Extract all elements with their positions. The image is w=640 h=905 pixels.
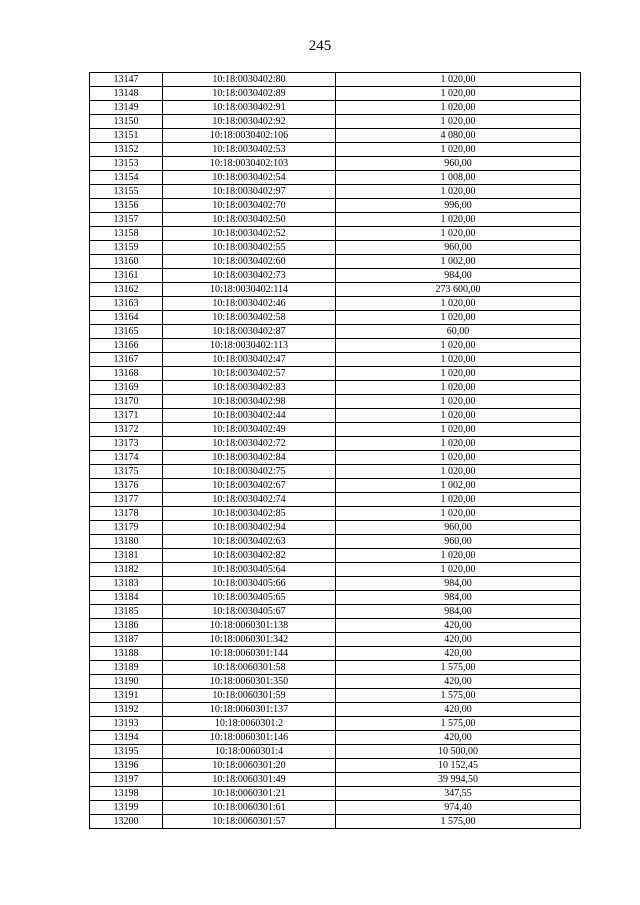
cadastral-number-cell: 10:18:0060301:137 <box>163 703 336 717</box>
cadastral-number-cell: 10:18:0060301:58 <box>163 661 336 675</box>
row-number-cell: 13163 <box>90 297 163 311</box>
table-row <box>90 381 581 395</box>
cadastral-number-cell: 10:18:0030402:103 <box>163 157 336 171</box>
cadastral-number-cell: 10:18:0060301:21 <box>163 787 336 801</box>
table-row <box>90 591 581 605</box>
table-row <box>90 605 581 619</box>
row-number-cell: 13159 <box>90 241 163 255</box>
table-row <box>90 353 581 367</box>
amount-cell: 1 020,00 <box>336 339 581 353</box>
amount-cell: 984,00 <box>336 591 581 605</box>
table-row <box>90 297 581 311</box>
amount-cell: 39 994,50 <box>336 773 581 787</box>
cadastral-number-cell: 10:18:0030402:106 <box>163 129 336 143</box>
table-row <box>90 619 581 633</box>
table-row <box>90 563 581 577</box>
table-row <box>90 493 581 507</box>
cadastral-number-cell: 10:18:0060301:4 <box>163 745 336 759</box>
cadastral-number-cell: 10:18:0030402:75 <box>163 465 336 479</box>
row-number-cell: 13186 <box>90 619 163 633</box>
table-row <box>90 773 581 787</box>
row-number-cell: 13199 <box>90 801 163 815</box>
cadastral-number-cell: 10:18:0030402:55 <box>163 241 336 255</box>
cadastral-number-cell: 10:18:0030405:66 <box>163 577 336 591</box>
table-row <box>90 479 581 493</box>
table-row <box>90 437 581 451</box>
row-number-cell: 13190 <box>90 675 163 689</box>
row-number-cell: 13174 <box>90 451 163 465</box>
cadastral-number-cell: 10:18:0030402:114 <box>163 283 336 297</box>
amount-cell: 1 008,00 <box>336 171 581 185</box>
amount-cell: 1 020,00 <box>336 493 581 507</box>
amount-cell: 1 020,00 <box>336 409 581 423</box>
amount-cell: 60,00 <box>336 325 581 339</box>
amount-cell: 1 020,00 <box>336 87 581 101</box>
row-number-cell: 13167 <box>90 353 163 367</box>
table-row <box>90 745 581 759</box>
table-row <box>90 227 581 241</box>
cadastral-number-cell: 10:18:0030402:53 <box>163 143 336 157</box>
table-row <box>90 535 581 549</box>
row-number-cell: 13188 <box>90 647 163 661</box>
cadastral-number-cell: 10:18:0030402:89 <box>163 87 336 101</box>
table-row <box>90 451 581 465</box>
table-row <box>90 801 581 815</box>
amount-cell: 1 020,00 <box>336 437 581 451</box>
amount-cell: 996,00 <box>336 199 581 213</box>
row-number-cell: 13192 <box>90 703 163 717</box>
amount-cell: 960,00 <box>336 241 581 255</box>
amount-cell: 4 080,00 <box>336 129 581 143</box>
cadastral-number-cell: 10:18:0030402:58 <box>163 311 336 325</box>
amount-cell: 984,00 <box>336 605 581 619</box>
row-number-cell: 13152 <box>90 143 163 157</box>
row-number-cell: 13184 <box>90 591 163 605</box>
table-row <box>90 647 581 661</box>
table-row <box>90 115 581 129</box>
cadastral-number-cell: 10:18:0030402:85 <box>163 507 336 521</box>
table-row <box>90 87 581 101</box>
row-number-cell: 13182 <box>90 563 163 577</box>
cadastral-number-cell: 10:18:0060301:146 <box>163 731 336 745</box>
amount-cell: 1 020,00 <box>336 101 581 115</box>
cadastral-number-cell: 10:18:0030402:92 <box>163 115 336 129</box>
row-number-cell: 13172 <box>90 423 163 437</box>
table-row <box>90 717 581 731</box>
table-row <box>90 661 581 675</box>
row-number-cell: 13156 <box>90 199 163 213</box>
amount-cell: 960,00 <box>336 157 581 171</box>
table-row <box>90 101 581 115</box>
table-row <box>90 241 581 255</box>
cadastral-number-cell: 10:18:0030402:98 <box>163 395 336 409</box>
row-number-cell: 13148 <box>90 87 163 101</box>
table-row <box>90 675 581 689</box>
cadastral-number-cell: 10:18:0030402:67 <box>163 479 336 493</box>
amount-cell: 1 575,00 <box>336 689 581 703</box>
table-row <box>90 143 581 157</box>
cadastral-number-cell: 10:18:0060301:342 <box>163 633 336 647</box>
table-row <box>90 129 581 143</box>
table-row <box>90 703 581 717</box>
cadastral-number-cell: 10:18:0030402:54 <box>163 171 336 185</box>
cadastral-number-cell: 10:18:0030402:82 <box>163 549 336 563</box>
cadastral-number-cell: 10:18:0030402:50 <box>163 213 336 227</box>
amount-cell: 1 020,00 <box>336 549 581 563</box>
amount-cell: 1 020,00 <box>336 73 581 87</box>
table-row <box>90 283 581 297</box>
page-number: 245 <box>308 38 332 54</box>
cadastral-number-cell: 10:18:0030402:72 <box>163 437 336 451</box>
table-row <box>90 213 581 227</box>
table-row <box>90 731 581 745</box>
row-number-cell: 13149 <box>90 101 163 115</box>
registry-table-body <box>90 73 581 829</box>
table-row <box>90 577 581 591</box>
row-number-cell: 13180 <box>90 535 163 549</box>
amount-cell: 1 575,00 <box>336 717 581 731</box>
cadastral-number-cell: 10:18:0030402:97 <box>163 185 336 199</box>
cadastral-number-cell: 10:18:0060301:49 <box>163 773 336 787</box>
amount-cell: 974,40 <box>336 801 581 815</box>
table-row <box>90 311 581 325</box>
table-row <box>90 423 581 437</box>
amount-cell: 10 500,00 <box>336 745 581 759</box>
row-number-cell: 13195 <box>90 745 163 759</box>
table-row <box>90 633 581 647</box>
table-row <box>90 325 581 339</box>
amount-cell: 1 020,00 <box>336 423 581 437</box>
cadastral-number-cell: 10:18:0030402:49 <box>163 423 336 437</box>
cadastral-number-cell: 10:18:0060301:2 <box>163 717 336 731</box>
cadastral-number-cell: 10:18:0030405:67 <box>163 605 336 619</box>
row-number-cell: 13171 <box>90 409 163 423</box>
table-row <box>90 549 581 563</box>
table-row <box>90 339 581 353</box>
amount-cell: 1 020,00 <box>336 353 581 367</box>
table-row <box>90 689 581 703</box>
amount-cell: 420,00 <box>336 703 581 717</box>
amount-cell: 420,00 <box>336 619 581 633</box>
cadastral-number-cell: 10:18:0030402:60 <box>163 255 336 269</box>
row-number-cell: 13147 <box>90 73 163 87</box>
row-number-cell: 13198 <box>90 787 163 801</box>
row-number-cell: 13154 <box>90 171 163 185</box>
cadastral-number-cell: 10:18:0030405:65 <box>163 591 336 605</box>
amount-cell: 960,00 <box>336 521 581 535</box>
cadastral-number-cell: 10:18:0030402:113 <box>163 339 336 353</box>
row-number-cell: 13168 <box>90 367 163 381</box>
table-row <box>90 185 581 199</box>
amount-cell: 1 020,00 <box>336 451 581 465</box>
row-number-cell: 13176 <box>90 479 163 493</box>
table-row <box>90 465 581 479</box>
table-row <box>90 255 581 269</box>
row-number-cell: 13155 <box>90 185 163 199</box>
amount-cell: 420,00 <box>336 633 581 647</box>
row-number-cell: 13187 <box>90 633 163 647</box>
cadastral-number-cell: 10:18:0030402:52 <box>163 227 336 241</box>
amount-cell: 1 020,00 <box>336 507 581 521</box>
row-number-cell: 13193 <box>90 717 163 731</box>
row-number-cell: 13160 <box>90 255 163 269</box>
table-row <box>90 507 581 521</box>
registry-table <box>89 72 581 829</box>
cadastral-number-cell: 10:18:0060301:20 <box>163 759 336 773</box>
table-row <box>90 73 581 87</box>
cadastral-number-cell: 10:18:0060301:138 <box>163 619 336 633</box>
amount-cell: 1 020,00 <box>336 395 581 409</box>
cadastral-number-cell: 10:18:0060301:61 <box>163 801 336 815</box>
row-number-cell: 13175 <box>90 465 163 479</box>
row-number-cell: 13179 <box>90 521 163 535</box>
row-number-cell: 13169 <box>90 381 163 395</box>
amount-cell: 10 152,45 <box>336 759 581 773</box>
amount-cell: 1 020,00 <box>336 297 581 311</box>
cadastral-number-cell: 10:18:0030402:70 <box>163 199 336 213</box>
cadastral-number-cell: 10:18:0030402:44 <box>163 409 336 423</box>
cadastral-number-cell: 10:18:0030402:63 <box>163 535 336 549</box>
table-row <box>90 521 581 535</box>
row-number-cell: 13200 <box>90 815 163 829</box>
row-number-cell: 13161 <box>90 269 163 283</box>
amount-cell: 420,00 <box>336 647 581 661</box>
amount-cell: 420,00 <box>336 675 581 689</box>
amount-cell: 273 600,00 <box>336 283 581 297</box>
row-number-cell: 13170 <box>90 395 163 409</box>
row-number-cell: 13197 <box>90 773 163 787</box>
amount-cell: 1 020,00 <box>336 311 581 325</box>
amount-cell: 1 020,00 <box>336 465 581 479</box>
amount-cell: 1 020,00 <box>336 213 581 227</box>
amount-cell: 420,00 <box>336 731 581 745</box>
table-row <box>90 409 581 423</box>
table-row <box>90 199 581 213</box>
row-number-cell: 13173 <box>90 437 163 451</box>
amount-cell: 1 575,00 <box>336 661 581 675</box>
amount-cell: 984,00 <box>336 577 581 591</box>
amount-cell: 1 020,00 <box>336 185 581 199</box>
row-number-cell: 13196 <box>90 759 163 773</box>
cadastral-number-cell: 10:18:0030402:87 <box>163 325 336 339</box>
table-row <box>90 787 581 801</box>
row-number-cell: 13185 <box>90 605 163 619</box>
row-number-cell: 13164 <box>90 311 163 325</box>
table-row <box>90 759 581 773</box>
cadastral-number-cell: 10:18:0060301:59 <box>163 689 336 703</box>
amount-cell: 1 020,00 <box>336 143 581 157</box>
amount-cell: 1 575,00 <box>336 815 581 829</box>
amount-cell: 984,00 <box>336 269 581 283</box>
cadastral-number-cell: 10:18:0030402:91 <box>163 101 336 115</box>
cadastral-number-cell: 10:18:0030402:80 <box>163 73 336 87</box>
cadastral-number-cell: 10:18:0030402:46 <box>163 297 336 311</box>
row-number-cell: 13162 <box>90 283 163 297</box>
table-row <box>90 367 581 381</box>
row-number-cell: 13191 <box>90 689 163 703</box>
amount-cell: 1 020,00 <box>336 381 581 395</box>
cadastral-number-cell: 10:18:0030402:57 <box>163 367 336 381</box>
row-number-cell: 13181 <box>90 549 163 563</box>
cadastral-number-cell: 10:18:0030402:84 <box>163 451 336 465</box>
amount-cell: 1 020,00 <box>336 227 581 241</box>
row-number-cell: 13177 <box>90 493 163 507</box>
cadastral-number-cell: 10:18:0030405:64 <box>163 563 336 577</box>
amount-cell: 1 020,00 <box>336 563 581 577</box>
row-number-cell: 13189 <box>90 661 163 675</box>
row-number-cell: 13150 <box>90 115 163 129</box>
amount-cell: 347,55 <box>336 787 581 801</box>
table-row <box>90 157 581 171</box>
amount-cell: 1 020,00 <box>336 367 581 381</box>
cadastral-number-cell: 10:18:0060301:350 <box>163 675 336 689</box>
table-row <box>90 395 581 409</box>
cadastral-number-cell: 10:18:0030402:73 <box>163 269 336 283</box>
cadastral-number-cell: 10:18:0060301:144 <box>163 647 336 661</box>
cadastral-number-cell: 10:18:0030402:47 <box>163 353 336 367</box>
row-number-cell: 13183 <box>90 577 163 591</box>
row-number-cell: 13157 <box>90 213 163 227</box>
amount-cell: 1 002,00 <box>336 479 581 493</box>
amount-cell: 1 002,00 <box>336 255 581 269</box>
row-number-cell: 13166 <box>90 339 163 353</box>
row-number-cell: 13158 <box>90 227 163 241</box>
cadastral-number-cell: 10:18:0030402:74 <box>163 493 336 507</box>
cadastral-number-cell: 10:18:0030402:83 <box>163 381 336 395</box>
table-row <box>90 815 581 829</box>
row-number-cell: 13151 <box>90 129 163 143</box>
row-number-cell: 13165 <box>90 325 163 339</box>
row-number-cell: 13194 <box>90 731 163 745</box>
row-number-cell: 13178 <box>90 507 163 521</box>
amount-cell: 1 020,00 <box>336 115 581 129</box>
cadastral-number-cell: 10:18:0060301:57 <box>163 815 336 829</box>
table-row <box>90 171 581 185</box>
row-number-cell: 13153 <box>90 157 163 171</box>
amount-cell: 960,00 <box>336 535 581 549</box>
cadastral-number-cell: 10:18:0030402:94 <box>163 521 336 535</box>
table-row <box>90 269 581 283</box>
